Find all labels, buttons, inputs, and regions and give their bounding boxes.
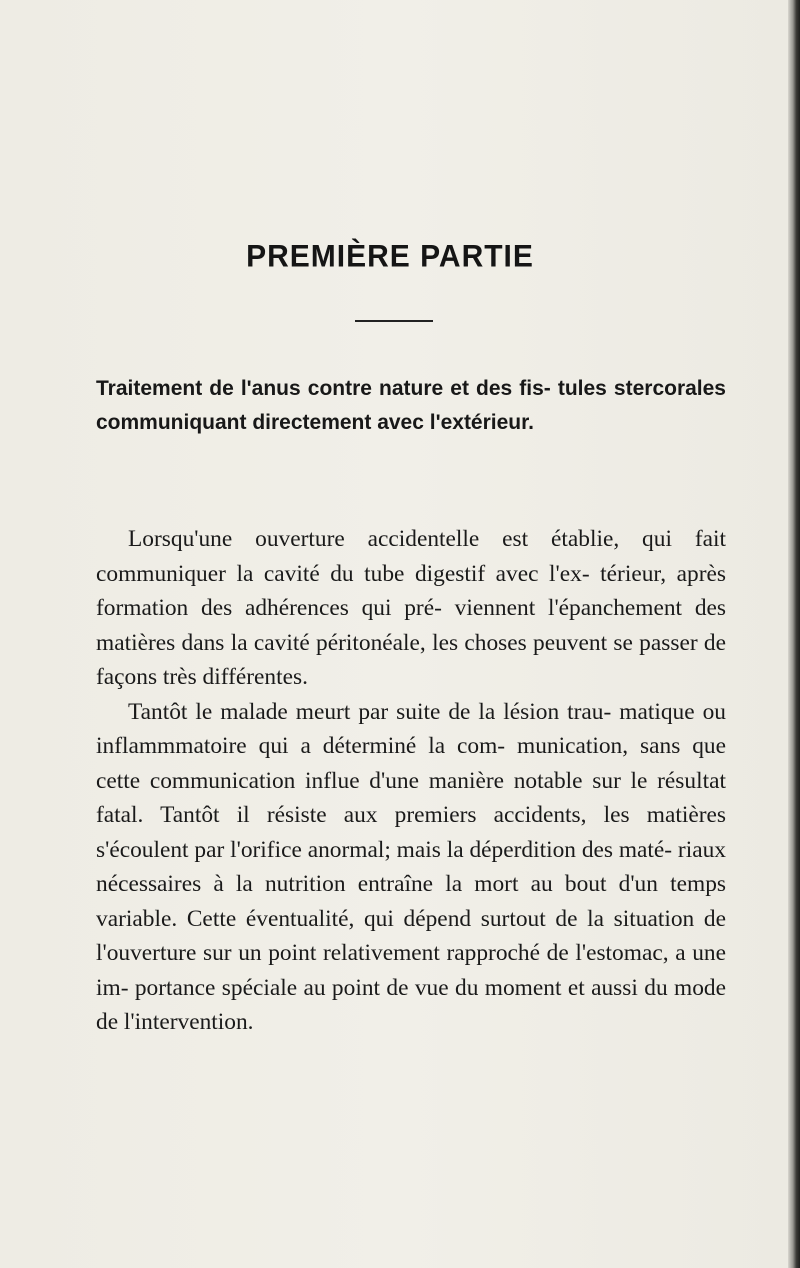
section-subtitle: Traitement de l'anus contre nature et des fis- tules stercorales communiquant directement avec l'extérieur. <box>96 377 726 434</box>
body-text <box>96 522 726 1040</box>
page-edge-shadow <box>788 0 800 1268</box>
part-heading: PREMIÈRE PARTIE <box>246 239 534 274</box>
paragraph-1: Lorsqu'une ouverture accidentelle est établie, qui fait communiquer la cavité du tube digestif avec l'ex- térieur, après formation des adhérences qui pré- viennent l'épanchement des matières dans la cavité péritonéale, les choses peuvent se passer de façons très différentes. <box>96 526 726 690</box>
paragraph-2: Tantôt le malade meurt par suite de la lésion trau- matique ou inflammmatoire qui a déterminé la com- munication, sans que cette communication influe d'une manière notable sur le résultat fatal. Tantôt il résiste aux premiers accidents, les matières s'écoulent par l'orifice anormal; mais la déperdition des maté- riaux nécessaires à la nutrition entraîne la mort au bout d'un temps variable. Cette éventualité, qui dépend surtout de la situation de l'ouverture sur un point relativement rapproché de l'estomac, a une im- portance spéciale au point de vue du moment et aussi du mode de l'intervention. <box>96 698 726 1035</box>
heading-divider <box>355 320 433 322</box>
